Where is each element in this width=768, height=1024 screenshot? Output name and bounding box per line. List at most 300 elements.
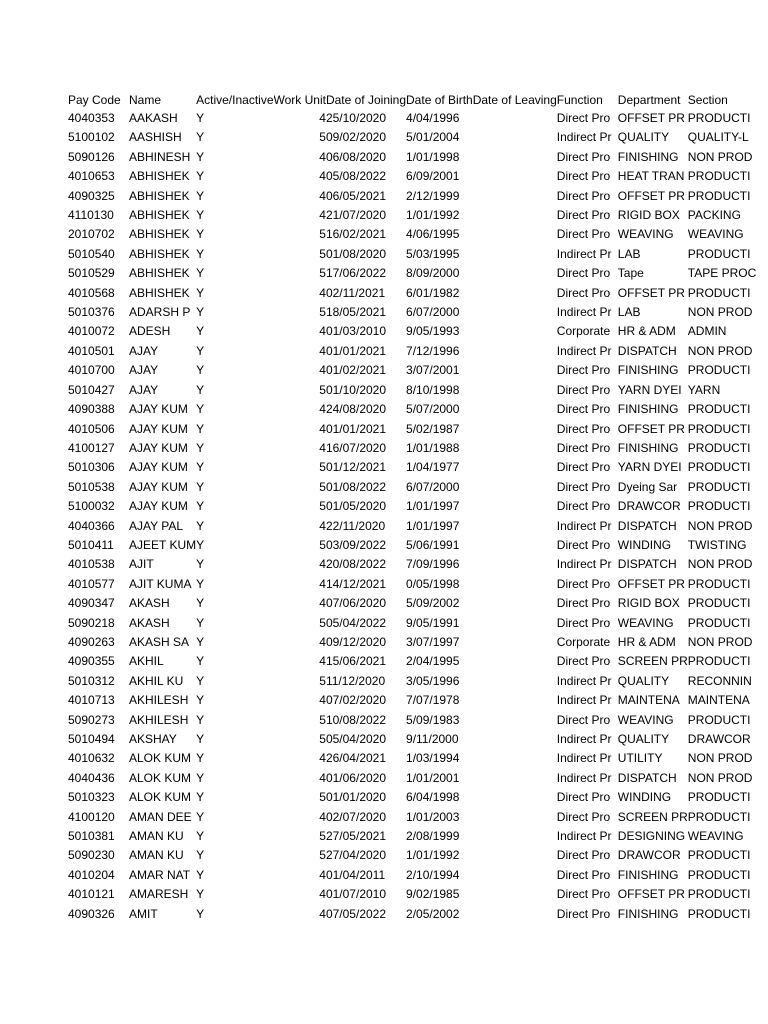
cell-name: ABHISHEK xyxy=(129,285,190,300)
cell-date-of-joining: 01/01/2021 xyxy=(325,343,387,358)
table-row xyxy=(68,361,756,380)
cell-date-of-birth: 6/01/1982 xyxy=(406,285,460,300)
cell-date-of-joining: 01/04/2011 xyxy=(325,867,386,882)
cell-active: Y xyxy=(196,266,205,281)
cell-name: AKHILESH xyxy=(129,693,189,708)
cell-active: Y xyxy=(196,887,205,902)
table-row xyxy=(68,148,756,167)
cell-function: Direct Pro xyxy=(556,460,611,475)
header-date-of-joining: Date of Joining xyxy=(325,93,407,107)
cell-date-of-leaving xyxy=(473,633,557,652)
cell-pay-code: 5010312 xyxy=(68,673,115,688)
cell-work-unit: 5 xyxy=(319,460,326,475)
table-row xyxy=(68,381,756,400)
cell-function: Direct Pro xyxy=(556,887,611,902)
cell-section: NON PROD xyxy=(687,770,753,785)
table-row xyxy=(68,478,756,497)
cell-date-of-birth: 1/01/1997 xyxy=(406,499,460,514)
cell-date-of-leaving xyxy=(473,381,557,400)
table-row xyxy=(68,691,756,710)
table-row xyxy=(68,109,756,128)
cell-active: Y xyxy=(196,848,205,863)
cell-date-of-leaving xyxy=(473,846,557,865)
cell-date-of-birth: 6/04/1998 xyxy=(406,790,460,805)
cell-department: WEAVING xyxy=(617,615,674,630)
cell-work-unit: 5 xyxy=(319,305,326,320)
cell-name: AJAY KUM xyxy=(129,421,188,436)
cell-work-unit: 4 xyxy=(319,208,326,223)
cell-date-of-joining: 10/08/2022 xyxy=(325,712,387,727)
cell-date-of-joining: 01/05/2020 xyxy=(325,499,387,514)
cell-active: Y xyxy=(196,111,205,125)
cell-function: Direct Pro xyxy=(556,906,611,921)
cell-date-of-joining: 01/08/2020 xyxy=(325,246,387,261)
cell-department: MAINTENA xyxy=(617,693,680,708)
cell-section: TAPE PROC xyxy=(687,266,757,281)
cell-active: Y xyxy=(196,499,205,514)
cell-pay-code: 5010306 xyxy=(68,460,115,475)
cell-date-of-birth: 5/06/1991 xyxy=(406,537,460,552)
cell-function: Direct Pro xyxy=(556,790,611,805)
cell-name: AMAN KU xyxy=(129,848,184,863)
cell-pay-code: 4010653 xyxy=(68,169,115,184)
cell-active: Y xyxy=(196,440,205,455)
cell-section: PRODUCTI xyxy=(687,421,751,436)
cell-date-of-leaving xyxy=(473,284,557,303)
cell-department: DISPATCH xyxy=(617,518,677,533)
cell-name: AJAY KUM xyxy=(129,460,188,475)
cell-date-of-leaving xyxy=(473,322,557,341)
cell-department: WINDING xyxy=(617,537,672,552)
cell-active: Y xyxy=(196,343,205,358)
cell-work-unit: 4 xyxy=(319,402,326,417)
cell-work-unit: 5 xyxy=(319,266,326,281)
cell-active: Y xyxy=(196,829,205,844)
table-row xyxy=(68,322,756,341)
table-row xyxy=(68,749,756,768)
cell-department: FINISHING xyxy=(617,363,679,378)
cell-section: PRODUCTI xyxy=(687,790,751,805)
cell-pay-code: 5010411 xyxy=(68,537,114,552)
cell-work-unit: 5 xyxy=(319,790,326,805)
cell-date-of-joining: 01/07/2010 xyxy=(325,887,387,902)
cell-function: Direct Pro xyxy=(556,421,611,436)
cell-active: Y xyxy=(196,596,205,611)
cell-active: Y xyxy=(196,615,205,630)
cell-section: PRODUCTI xyxy=(687,111,751,125)
header-work-unit: Work Unit xyxy=(273,93,326,107)
cell-date-of-joining: 20/08/2022 xyxy=(325,557,387,572)
cell-section: NON PROD xyxy=(687,751,753,766)
cell-date-of-leaving xyxy=(473,749,557,768)
cell-date-of-leaving xyxy=(473,827,557,846)
cell-date-of-joining: 01/08/2022 xyxy=(325,479,387,494)
cell-section: NON PROD xyxy=(687,305,753,320)
cell-date-of-leaving xyxy=(473,361,557,380)
cell-active: Y xyxy=(196,537,205,552)
cell-date-of-joining: 14/12/2021 xyxy=(325,576,387,591)
cell-work-unit: 4 xyxy=(319,421,326,436)
cell-date-of-leaving xyxy=(473,711,557,730)
cell-department: RIGID BOX xyxy=(617,208,680,223)
table-row xyxy=(68,128,756,147)
header-function: Function xyxy=(556,93,603,107)
cell-date-of-birth: 2/12/1999 xyxy=(406,188,460,203)
cell-department: HR & ADM xyxy=(617,324,676,339)
cell-name: ABHISHEK xyxy=(129,188,190,203)
cell-date-of-leaving xyxy=(473,555,557,574)
cell-department: QUALITY xyxy=(617,732,670,746)
cell-name: AKSHAY xyxy=(129,732,177,746)
cell-date-of-leaving xyxy=(473,148,557,167)
cell-section: WEAVING xyxy=(687,829,744,844)
cell-section: RECONNIN xyxy=(687,673,752,688)
header-active: Active/Inactive xyxy=(196,93,274,107)
cell-date-of-birth: 1/01/2003 xyxy=(406,809,460,824)
table-row xyxy=(68,885,756,904)
cell-date-of-birth: 5/02/1987 xyxy=(406,421,460,436)
cell-date-of-birth: 1/04/1977 xyxy=(406,460,460,475)
cell-function: Direct Pro xyxy=(556,285,611,300)
cell-date-of-joining: 05/04/2022 xyxy=(325,615,387,630)
cell-department: WEAVING xyxy=(617,227,674,242)
table-row xyxy=(68,575,756,594)
cell-date-of-birth: 6/09/2001 xyxy=(406,169,460,184)
cell-function: Direct Pro xyxy=(556,440,611,455)
cell-date-of-joining: 15/06/2021 xyxy=(325,654,387,669)
cell-work-unit: 4 xyxy=(319,654,326,669)
cell-name: ALOK KUM xyxy=(129,751,192,766)
cell-pay-code: 5010529 xyxy=(68,266,115,281)
table-row xyxy=(68,633,756,652)
cell-name: ABHISHEK xyxy=(129,227,190,242)
cell-department: RIGID BOX xyxy=(617,596,680,611)
cell-section: DRAWCOR xyxy=(687,732,751,746)
cell-date-of-leaving xyxy=(473,342,557,361)
cell-date-of-birth: 9/11/2000 xyxy=(406,732,459,746)
cell-pay-code: 4010501 xyxy=(68,343,115,358)
header-row xyxy=(68,92,756,109)
cell-date-of-leaving xyxy=(473,245,557,264)
table-row xyxy=(68,303,756,322)
cell-department: Tape xyxy=(617,266,644,281)
cell-pay-code: 4040353 xyxy=(68,111,115,125)
cell-active: Y xyxy=(196,130,205,145)
cell-date-of-joining: 01/01/2020 xyxy=(325,790,387,805)
cell-name: ABHINESH xyxy=(129,149,191,164)
cell-date-of-birth: 1/03/1994 xyxy=(406,751,460,766)
cell-pay-code: 5010381 xyxy=(68,829,115,844)
table-row xyxy=(68,187,756,206)
cell-function: Direct Pro xyxy=(556,712,611,727)
cell-function: Corporate xyxy=(556,634,611,649)
cell-name: ADESH xyxy=(129,324,171,339)
cell-active: Y xyxy=(196,576,205,591)
cell-active: Y xyxy=(196,906,205,921)
cell-department: WEAVING xyxy=(617,712,674,727)
cell-name: AMIT xyxy=(129,906,158,921)
cell-department: Dyeing Sar xyxy=(617,479,678,494)
cell-department: QUALITY xyxy=(617,130,670,145)
cell-department: DRAWCOR xyxy=(617,499,681,514)
cell-pay-code: 4110130 xyxy=(68,208,114,223)
header-name: Name xyxy=(129,93,162,107)
cell-pay-code: 5010494 xyxy=(68,732,115,746)
cell-date-of-birth: 5/07/2000 xyxy=(406,402,460,417)
cell-pay-code: 5090126 xyxy=(68,149,115,164)
cell-name: AKHIL KU xyxy=(129,673,184,688)
cell-section: YARN xyxy=(687,382,721,397)
cell-name: AJAY KUM xyxy=(129,440,188,455)
cell-date-of-joining: 07/05/2022 xyxy=(325,906,387,921)
cell-name: AJAY xyxy=(129,363,159,378)
cell-date-of-joining: 01/03/2010 xyxy=(325,324,387,339)
cell-date-of-birth: 1/01/1988 xyxy=(406,440,460,455)
cell-active: Y xyxy=(196,227,205,242)
cell-active: Y xyxy=(196,751,205,766)
cell-date-of-joining: 05/08/2022 xyxy=(325,169,387,184)
cell-function: Direct Pro xyxy=(556,537,611,552)
cell-name: ADARSH P xyxy=(129,305,191,320)
table-row xyxy=(68,769,756,788)
cell-section: TWISTING xyxy=(687,537,747,552)
cell-active: Y xyxy=(196,673,205,688)
cell-active: Y xyxy=(196,654,205,669)
cell-pay-code: 4010538 xyxy=(68,557,115,572)
cell-active: Y xyxy=(196,770,205,785)
cell-date-of-joining: 03/09/2022 xyxy=(325,537,387,552)
cell-pay-code: 5100102 xyxy=(68,130,115,145)
header-date-of-birth: Date of Birth xyxy=(406,93,473,107)
cell-date-of-joining: 07/06/2020 xyxy=(325,596,387,611)
cell-date-of-joining: 16/07/2020 xyxy=(325,440,387,455)
cell-function: Direct Pro xyxy=(556,654,611,669)
cell-date-of-joining: 01/01/2021 xyxy=(325,421,387,436)
cell-name: AMAN DEE xyxy=(129,809,192,824)
cell-section: PRODUCTI xyxy=(687,402,751,417)
cell-department: HR & ADM xyxy=(617,634,676,649)
cell-function: Direct Pro xyxy=(556,402,611,417)
cell-department: OFFSET PR xyxy=(617,111,685,125)
cell-date-of-birth: 4/06/1995 xyxy=(406,227,460,242)
cell-pay-code: 4090347 xyxy=(68,596,115,611)
cell-department: OFFSET PR xyxy=(617,887,685,902)
cell-pay-code: 5010427 xyxy=(68,382,115,397)
cell-active: Y xyxy=(196,402,205,417)
cell-name: AJEET KUM xyxy=(129,537,197,552)
cell-department: FINISHING xyxy=(617,867,679,882)
cell-section: PRODUCTI xyxy=(687,848,751,863)
cell-department: SCREEN PR xyxy=(617,809,688,824)
cell-function: Direct Pro xyxy=(556,266,611,281)
cell-date-of-birth: 1/01/1992 xyxy=(406,848,460,863)
cell-date-of-joining: 02/11/2021 xyxy=(325,285,386,300)
cell-section: PRODUCTI xyxy=(687,246,751,261)
cell-work-unit: 4 xyxy=(319,343,326,358)
cell-date-of-joining: 01/12/2021 xyxy=(325,460,387,475)
cell-function: Indirect Pr xyxy=(556,518,612,533)
cell-date-of-joining: 07/02/2020 xyxy=(325,693,387,708)
cell-function: Indirect Pr xyxy=(556,557,612,572)
cell-active: Y xyxy=(196,460,205,475)
cell-date-of-leaving xyxy=(473,866,557,885)
cell-section: PRODUCTI xyxy=(687,867,751,882)
cell-section: NON PROD xyxy=(687,634,753,649)
cell-date-of-birth: 1/01/1992 xyxy=(406,208,460,223)
cell-function: Indirect Pr xyxy=(556,130,612,145)
cell-work-unit: 4 xyxy=(319,111,326,125)
cell-function: Indirect Pr xyxy=(556,829,612,844)
cell-date-of-leaving xyxy=(473,594,557,613)
cell-function: Direct Pro xyxy=(556,596,611,611)
cell-name: ABHISHEK xyxy=(129,266,190,281)
cell-work-unit: 4 xyxy=(319,363,326,378)
table-row xyxy=(68,245,756,264)
cell-name: AKASH xyxy=(129,596,170,611)
cell-pay-code: 4090326 xyxy=(68,906,115,921)
cell-work-unit: 5 xyxy=(319,673,326,688)
cell-date-of-birth: 9/05/1993 xyxy=(406,324,460,339)
cell-department: HEAT TRAN xyxy=(617,169,685,184)
cell-department: FINISHING xyxy=(617,906,679,921)
cell-pay-code: 2010702 xyxy=(68,227,115,242)
cell-work-unit: 4 xyxy=(319,867,326,882)
cell-department: SCREEN PR xyxy=(617,654,688,669)
cell-work-unit: 4 xyxy=(319,770,326,785)
cell-section: PRODUCTI xyxy=(687,712,751,727)
cell-active: Y xyxy=(196,246,205,261)
cell-work-unit: 4 xyxy=(319,809,326,824)
cell-date-of-leaving xyxy=(473,536,557,555)
cell-date-of-leaving xyxy=(473,478,557,497)
cell-name: AKASH xyxy=(129,615,170,630)
table-row xyxy=(68,497,756,516)
cell-function: Direct Pro xyxy=(556,499,611,514)
cell-date-of-birth: 1/01/1997 xyxy=(406,518,460,533)
cell-date-of-birth: 8/10/1998 xyxy=(406,382,460,397)
cell-active: Y xyxy=(196,479,205,494)
cell-date-of-leaving xyxy=(473,769,557,788)
cell-work-unit: 5 xyxy=(319,130,326,145)
cell-work-unit: 5 xyxy=(319,615,326,630)
cell-date-of-leaving xyxy=(473,885,557,904)
cell-date-of-leaving xyxy=(473,905,557,924)
cell-department: FINISHING xyxy=(617,402,679,417)
cell-pay-code: 4010121 xyxy=(68,887,115,902)
table-row xyxy=(68,400,756,419)
table-row xyxy=(68,264,756,283)
cell-name: AMAN KU xyxy=(129,829,184,844)
table-row xyxy=(68,458,756,477)
cell-department: FINISHING xyxy=(617,440,679,455)
cell-department: YARN DYEI xyxy=(617,382,682,397)
cell-date-of-joining: 26/04/2021 xyxy=(325,751,387,766)
cell-date-of-leaving xyxy=(473,400,557,419)
cell-section: NON PROD xyxy=(687,518,753,533)
cell-date-of-joining: 09/02/2020 xyxy=(325,130,387,145)
cell-department: DISPATCH xyxy=(617,770,677,785)
cell-date-of-birth: 1/01/2001 xyxy=(406,770,460,785)
cell-section: PRODUCTI xyxy=(687,615,751,630)
cell-work-unit: 4 xyxy=(319,887,326,902)
cell-active: Y xyxy=(196,518,205,533)
cell-pay-code: 5010376 xyxy=(68,305,115,320)
cell-function: Direct Pro xyxy=(556,208,611,223)
cell-pay-code: 4040436 xyxy=(68,770,115,785)
cell-name: AJIT xyxy=(129,557,154,572)
cell-pay-code: 5100032 xyxy=(68,499,115,514)
cell-pay-code: 4010632 xyxy=(68,751,115,766)
cell-date-of-birth: 9/05/1991 xyxy=(406,615,460,630)
cell-function: Indirect Pr xyxy=(556,751,612,766)
cell-section: NON PROD xyxy=(687,343,753,358)
cell-department: OFFSET PR xyxy=(617,188,685,203)
cell-function: Indirect Pr xyxy=(556,246,612,261)
cell-date-of-joining: 22/11/2020 xyxy=(325,518,386,533)
cell-work-unit: 4 xyxy=(319,285,326,300)
cell-pay-code: 4090263 xyxy=(68,634,115,649)
cell-section: PRODUCTI xyxy=(687,887,751,902)
cell-work-unit: 4 xyxy=(319,576,326,591)
cell-department: DISPATCH xyxy=(617,343,677,358)
cell-department: DESIGNING xyxy=(617,829,686,844)
table-row xyxy=(68,439,756,458)
cell-department: LAB xyxy=(617,246,641,261)
cell-date-of-birth: 7/12/1996 xyxy=(406,343,460,358)
cell-name: ALOK KUM xyxy=(129,790,192,805)
cell-date-of-leaving xyxy=(473,575,557,594)
cell-date-of-leaving xyxy=(473,187,557,206)
cell-work-unit: 4 xyxy=(319,169,326,184)
cell-work-unit: 5 xyxy=(319,537,326,552)
cell-date-of-joining: 06/05/2021 xyxy=(325,188,387,203)
cell-date-of-leaving xyxy=(473,225,557,244)
table-row xyxy=(68,536,756,555)
cell-pay-code: 4010700 xyxy=(68,363,115,378)
cell-date-of-joining: 27/05/2021 xyxy=(325,829,387,844)
cell-department: WINDING xyxy=(617,790,672,805)
cell-date-of-joining: 01/06/2020 xyxy=(325,770,387,785)
cell-function: Indirect Pr xyxy=(556,770,612,785)
cell-pay-code: 4010506 xyxy=(68,421,115,436)
cell-function: Direct Pro xyxy=(556,188,611,203)
cell-function: Direct Pro xyxy=(556,615,611,630)
table-row xyxy=(68,614,756,633)
cell-pay-code: 4090355 xyxy=(68,654,115,669)
cell-active: Y xyxy=(196,208,205,223)
cell-active: Y xyxy=(196,790,205,805)
cell-date-of-joining: 05/04/2020 xyxy=(325,732,387,746)
cell-function: Indirect Pr xyxy=(556,732,612,746)
table-row xyxy=(68,594,756,613)
cell-function: Corporate xyxy=(556,324,611,339)
cell-name: AJIT KUMA xyxy=(129,576,192,591)
cell-active: Y xyxy=(196,732,205,746)
cell-work-unit: 4 xyxy=(319,324,326,339)
cell-work-unit: 4 xyxy=(319,906,326,921)
cell-name: AAKASH xyxy=(129,111,178,125)
cell-work-unit: 5 xyxy=(319,829,326,844)
cell-section: MAINTENA xyxy=(687,693,750,708)
cell-work-unit: 4 xyxy=(319,188,326,203)
employee-table xyxy=(68,92,756,924)
cell-date-of-birth: 9/02/1985 xyxy=(406,887,460,902)
cell-active: Y xyxy=(196,305,205,320)
cell-pay-code: 4040366 xyxy=(68,518,115,533)
cell-date-of-leaving xyxy=(473,303,557,322)
cell-date-of-joining: 25/10/2020 xyxy=(325,111,387,125)
header-pay-code: Pay Code xyxy=(68,93,121,107)
